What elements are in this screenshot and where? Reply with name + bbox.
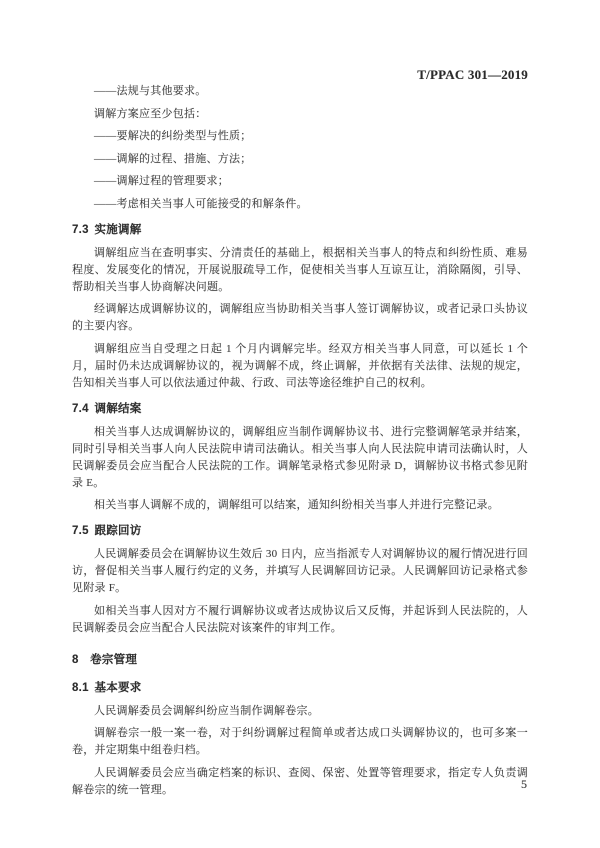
section-title: 调解结案: [94, 402, 142, 415]
list-item: ——法规与其他要求。: [94, 85, 207, 97]
list-item: ——调解过程的管理要求；: [94, 175, 229, 187]
section-number: 7.4: [72, 402, 89, 415]
section-heading-7-3: [72, 222, 528, 238]
document-body: [72, 83, 528, 804]
section-number: 8.1: [72, 681, 89, 694]
list-item: ——要解决的纠纷类型与性质；: [94, 130, 252, 142]
section-title: 实施调解: [94, 223, 142, 236]
section-title: 基本要求: [94, 681, 142, 694]
paragraph: 调解组应当在查明事实、分清责任的基础上，根据相关当事人的特点和纠纷性质、难易程度、发展变化的情况，开展说服疏导工作，促使相关当事人互谅互让，消除隔阂，引导、帮助相关当事人协商解决问题。: [72, 246, 528, 293]
paragraph: 人民调解委员会调解纠纷应当制作调解卷宗。: [94, 704, 319, 717]
section-heading-7-4: [72, 401, 528, 417]
section-heading-8-1: [72, 680, 528, 696]
list-item: ——调解的过程、措施、方法；: [94, 152, 252, 165]
section-title: 跟踪回访: [94, 525, 142, 537]
chapter-number: 8: [72, 653, 79, 666]
chapter-heading-8: [72, 652, 528, 668]
paragraph: 如相关当事人因对方不履行调解协议或者达成协议后又反悔，并起诉到人民法院的，人民调解委员会应当配合人民法院对该案件的审判工作。: [72, 604, 528, 634]
list-item: ——考虑相关当事人可能接受的和解条件。: [94, 197, 308, 210]
page-number: 5: [521, 777, 527, 791]
section-heading-7-5: [72, 523, 528, 539]
paragraph: 经调解达成调解协议的，调解组应当协助相关当事人签订调解协议，或者记录口头协议的主要内容。: [72, 303, 528, 332]
paragraph: 人民调解委员会在调解协议生效后 30 日内，应当指派专人对调解协议的履行情况进行回访，督促相关当事人履行约定的义务，并填写人民调解回访记录。人民调解回访记录格式参见附录 F。: [72, 548, 528, 594]
chapter-title: 卷宗管理: [90, 653, 138, 666]
paragraph: 相关当事人达成调解协议的，调解组应当制作调解协议书、进行完整调解笔录并结案，同时引导相关当事人向人民法院申请司法确认。相关当事人向人民法院申请司法确认时，人民调解委员会应当配合人民法院的工作。调解笔录格式参见附录 D，调解协议书格式参见附录 E。: [72, 425, 528, 489]
paragraph: 相关当事人调解不成的，调解组可以结案，通知纠纷相关当事人并进行完整记录。: [94, 499, 499, 511]
paragraph: 调解卷宗一般一案一卷，对于纠纷调解过程简单或者达成口头调解协议的，也可多案一卷，并定期集中组卷归档。: [72, 727, 528, 756]
section-number: 7.3: [72, 223, 89, 236]
section-number: 7.5: [72, 525, 89, 537]
paragraph: 调解方案应至少包括：: [94, 107, 207, 120]
paragraph: 人民调解委员会应当确定档案的标识、查阅、保密、处置等管理要求，指定专人负责调解卷宗的统一管理。: [72, 766, 528, 796]
standard-number-header: T/PPAC 301—2019: [417, 67, 528, 82]
paragraph: 调解组应当自受理之日起 1 个月内调解完毕。经双方相关当事人同意，可以延长 1 个月，届时仍未达成调解协议的，视为调解不成，终止调解，并依据有关法律、法规的规定，告知相关当事人可以依法通过仲裁、行政、司法等途径维护自己的权利。: [72, 342, 528, 389]
